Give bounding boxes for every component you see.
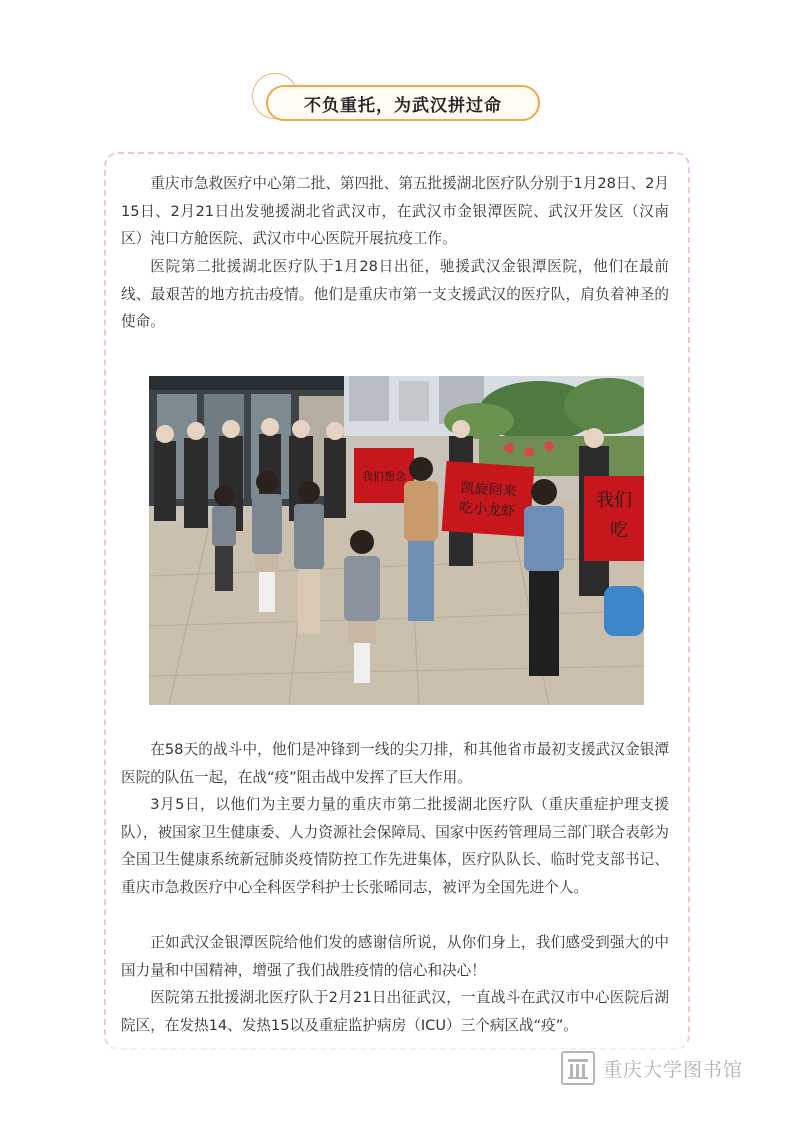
- photo-scene: [149, 376, 644, 705]
- banner-1-text: 我们想念: [362, 470, 406, 483]
- page-title: 不负重托，为武汉拼过命: [304, 95, 502, 116]
- paragraph-intro-2: 医院第二批援湖北医疗队于1月28日出征，驰援武汉金银潭医院，他们在最前线、最艰苦的地方抗击疫情。他们是重庆市第一支支援武汉的医疗队，肩负着神圣的使命。: [121, 258, 669, 330]
- banner-2: [442, 461, 535, 537]
- article-photo: [149, 376, 644, 705]
- library-logo-icon: [561, 1051, 595, 1085]
- banner-3-line-1: 我们: [596, 490, 632, 511]
- banner-2-line-2: 吃小龙虾: [458, 500, 516, 520]
- banner-3-line-2: 吃: [610, 520, 628, 541]
- title-pill: [266, 85, 540, 121]
- paragraph-body-2: 3月5日，以他们为主要力量的重庆市第二批援湖北医疗队（重庆重症护理支援队），被国家卫生健康委、人力资源社会保障局、国家中医药管理局三部门联合表彰为全国卫生健康系统新冠肺炎疫情防控工作先进集体，医疗队队长、临时党支部书记、重庆市急救医疗中心全科医学科护士长张晞同志，被评为全国先进个人。: [121, 796, 669, 896]
- watermark-text: 重庆大学图书馆: [603, 1058, 744, 1081]
- paragraph-intro-1: 重庆市急救医疗中心第二批、第四批、第五批援湖北医疗队分别于1月28日、2月15日、2月21日出发驰援湖北省武汉市，在武汉市金银潭医院、武汉开发区（汉南区）沌口方舱医院、武汉市中心医院开展抗疫工作。: [121, 175, 669, 247]
- banner-2-line-1: 凯旋回来: [460, 480, 518, 500]
- banner-3: [584, 476, 644, 561]
- paragraph-body-3: 正如武汉金银潭医院给他们发的感谢信所说，从你们身上，我们感受到强大的中国力量和中国精神，增强了我们战胜疫情的信心和决心！: [121, 934, 669, 979]
- section-title: [252, 73, 544, 125]
- paragraph-body-4: 医院第五批援湖北医疗队于2月21日出征武汉，一直战斗在武汉市中心医院后湖院区，在发热14、发热15以及重症监护病房（ICU）三个病区战“疫”。: [121, 989, 669, 1034]
- paragraph-body-1: 在58天的战斗中，他们是冲锋到一线的尖刀排，和其他省市最初支援武汉金银潭医院的队伍一起，在战“疫”阻击战中发挥了巨大作用。: [121, 741, 669, 786]
- library-watermark: [561, 1050, 743, 1086]
